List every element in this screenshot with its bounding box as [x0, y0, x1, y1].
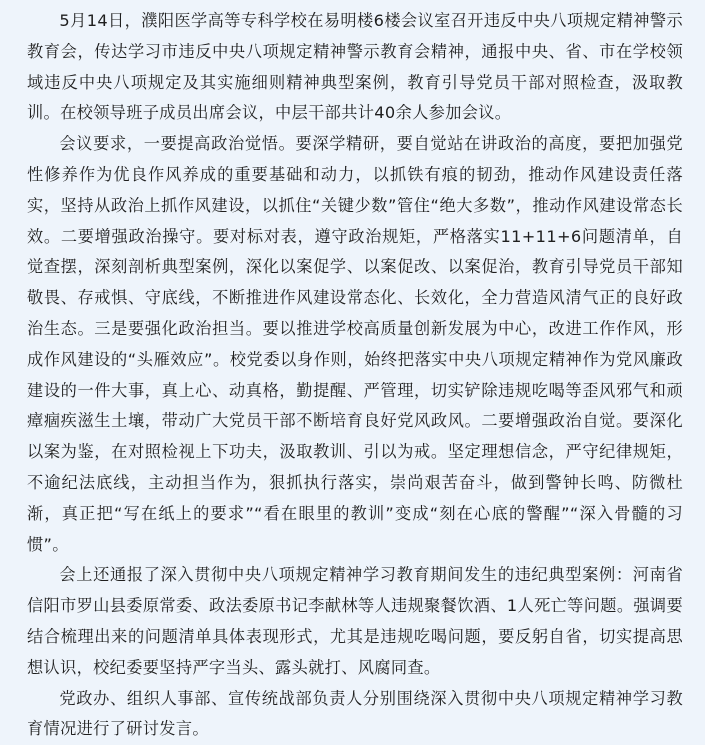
- article-panel: [17, 0, 689, 739]
- paragraph-discussion: 党政办、组织人事部、宣传统战部负责人分别围绕深入贯彻中央八项规定精神学习教育情况进行了研讨发言。: [27, 688, 683, 739]
- paragraph-meeting-overview: 5月14日，濮阳医学高等专科学校在易明楼6楼会议室召开违反中央八项规定精神警示教育会，传达学习市违反中央八项规定精神警示教育会精神，通报中央、省、市在学校领域违反中央八项规定及其实施细则精神典型案例，教育引导党员干部对照检查，汲取教训。在校领导班子成员出席会议，中层干部共计40余人参加会议。: [27, 11, 683, 123]
- paragraph-meeting-requirements: 会议要求，一要提高政治觉悟。要深学精研，要自觉站在讲政治的高度，要把加强党性修养作为优良作风养成的重要基础和动力，以抓铁有痕的韧劲，推动作风建设责任落实，坚持从政治上抓作风建设，以抓住“关键少数”管住“绝大多数”，推动作风建设常态长效。二要增强政治操守。要对标对表，遵守政治规矩，严格落实11+11+6问题清单，自觉查摆，深刻剖析典型案例，深化以案促学、以案促改、以案促治，教育引导党员干部知敬畏、存戒惧、守底线，不断推进作风建设常态化、长效化，全力营造风清气正的良好政治生态。三是要强化政治担当。要以推进学校高质量创新发展为中心，改进工作作风，形成作风建设的“头雁效应”。校党委以身作则，始终把落实中央八项规定精神作为党风廉政建设的一件大事，真上心、动真格，勤提醒、严管理，切实铲除违规吃喝等歪风邪气和顽瘴痼疾滋生土壤，带动广大党员干部不断培育良好党风政风。二要增强政治自觉。要深化以案为鉴，在对照检视上下功夫，汲取教训、引以为戒。坚定理想信念，严守纪律规矩，不逾纪法底线，主动担当作为，狠抓执行落实，崇尚艰苦奋斗，做到警钟长鸣、防微杜渐，真正把“写在纸上的要求”“看在眼里的教训”变成“刻在心底的警醒”“深入骨髓的习惯”。: [27, 134, 683, 554]
- paragraph-case-briefing: 会上还通报了深入贯彻中央八项规定精神学习教育期间发生的违纪典型案例：河南省信阳市罗山县委原常委、政法委原书记李献林等人违规聚餐饮酒、1人死亡等问题。强调要结合梳理出来的问题清单具体表现形式，尤其是违规吃喝问题，要反躬自省，切实提高思想认识，校纪委要坚持严字当头、露头就打、风腐同查。: [27, 565, 683, 677]
- article-body: [27, 6, 683, 745]
